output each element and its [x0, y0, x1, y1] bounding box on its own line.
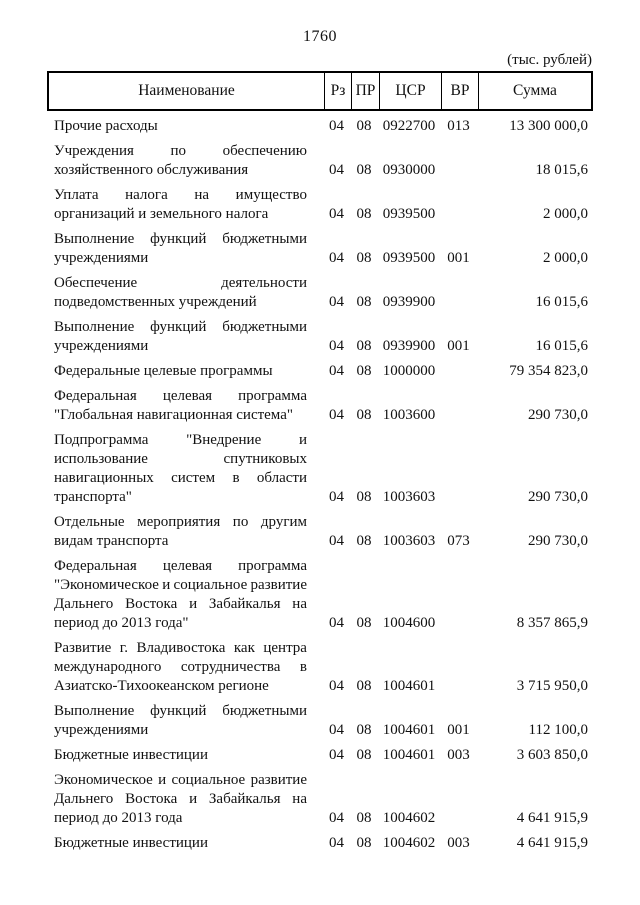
- cell-rz: 04: [329, 678, 344, 694]
- name-line: организаций и земельного налога: [54, 206, 269, 222]
- cell-name: [47, 362, 323, 381]
- cell-pr: 08: [356, 489, 372, 505]
- cell-pr: 08: [356, 118, 372, 134]
- col-header-rz: Рз: [325, 73, 352, 109]
- name-line: международного сотрудничества в: [54, 659, 307, 675]
- cell-rz: 04: [329, 338, 344, 354]
- name-line: Развитие г. Владивостока как центра: [54, 640, 307, 656]
- cell-sum: 16 015,6: [535, 338, 588, 354]
- cell-tsr: 1000000: [382, 363, 436, 379]
- cell-pr: 08: [356, 363, 372, 379]
- name-line: Бюджетные инвестиции: [54, 835, 208, 851]
- cell-vr: 003: [447, 835, 470, 851]
- cell-tsr: 1003603: [382, 489, 436, 505]
- col-header-pr: ПР: [352, 73, 380, 109]
- name-line: Обеспечение деятельности: [54, 275, 307, 291]
- cell-sum: 290 730,0: [528, 407, 588, 423]
- table-row: [47, 702, 593, 740]
- cell-rz: 04: [329, 615, 344, 631]
- table-header-row: [47, 71, 593, 111]
- cell-name: [47, 186, 323, 224]
- cell-pr: 08: [356, 810, 372, 826]
- cell-pr: 08: [356, 162, 372, 178]
- name-line: Подпрограмма "Внедрение и: [54, 432, 307, 448]
- name-line: Дальнего Востока и Забайкалья на: [54, 791, 307, 807]
- cell-pr: 08: [356, 678, 372, 694]
- cell-tsr: 0939500: [382, 250, 436, 266]
- table-row: [47, 318, 593, 356]
- cell-sum: 290 730,0: [528, 489, 588, 505]
- cell-rz: 04: [329, 747, 344, 763]
- cell-rz: 04: [329, 835, 344, 851]
- cell-rz: 04: [329, 206, 344, 222]
- cell-sum: 79 354 823,0: [509, 363, 588, 379]
- cell-name: [47, 557, 323, 633]
- table-row: [47, 557, 593, 633]
- cell-name: [47, 142, 323, 180]
- cell-pr: 08: [356, 338, 372, 354]
- table-sheet: [47, 52, 593, 853]
- table-body: [47, 117, 593, 853]
- table-row: [47, 513, 593, 551]
- name-line: Учреждения по обеспечению: [54, 143, 307, 159]
- page-number: 1760: [303, 28, 337, 45]
- table-row: [47, 362, 593, 381]
- cell-rz: 04: [329, 489, 344, 505]
- cell-name: [47, 230, 323, 268]
- table-row: [47, 387, 593, 425]
- cell-sum: 4 641 915,9: [516, 835, 588, 851]
- name-line: Выполнение функций бюджетными: [54, 703, 307, 719]
- table-row: [47, 117, 593, 136]
- cell-name: [47, 387, 323, 425]
- cell-vr: 003: [447, 747, 470, 763]
- cell-name: [47, 318, 323, 356]
- cell-name: [47, 702, 323, 740]
- cell-tsr: 1004602: [382, 810, 436, 826]
- cell-pr: 08: [356, 533, 372, 549]
- cell-tsr: 1004601: [382, 722, 436, 738]
- name-line: учреждениями: [54, 250, 149, 266]
- table-row: [47, 274, 593, 312]
- col-header-name: Наименование: [49, 73, 325, 109]
- cell-sum: 112 100,0: [528, 722, 588, 738]
- cell-sum: 3 603 850,0: [516, 747, 588, 763]
- name-line: Уплата налога на имущество: [54, 187, 307, 203]
- name-line: хозяйственного обслуживания: [54, 162, 249, 178]
- name-line: Прочие расходы: [54, 118, 158, 134]
- col-header-vr: ВР: [442, 73, 479, 109]
- cell-pr: 08: [356, 747, 372, 763]
- cell-name: [47, 834, 323, 853]
- cell-sum: 13 300 000,0: [509, 118, 588, 134]
- cell-sum: 16 015,6: [535, 294, 588, 310]
- table-row: [47, 186, 593, 224]
- cell-pr: 08: [356, 407, 372, 423]
- cell-name: [47, 639, 323, 696]
- cell-tsr: 0939500: [382, 206, 436, 222]
- cell-tsr: 0922700: [382, 118, 436, 134]
- cell-rz: 04: [329, 162, 344, 178]
- cell-name: [47, 746, 323, 765]
- cell-tsr: 0930000: [382, 162, 436, 178]
- cell-pr: 08: [356, 294, 372, 310]
- cell-tsr: 1004600: [382, 615, 436, 631]
- units-note: (тыс. рублей): [507, 52, 592, 68]
- cell-rz: 04: [329, 363, 344, 379]
- name-line: Азиатско-Тихоокеанском регионе: [54, 678, 269, 694]
- cell-vr: 001: [447, 250, 470, 266]
- name-line: использование спутниковых: [54, 451, 307, 467]
- name-line: Бюджетные инвестиции: [54, 747, 208, 763]
- cell-tsr: 1004602: [382, 835, 436, 851]
- name-line: Федеральные целевые программы: [54, 363, 273, 379]
- table-row: [47, 431, 593, 507]
- name-line: Отдельные мероприятия по другим: [54, 514, 307, 530]
- cell-name: [47, 771, 323, 828]
- cell-vr: 001: [447, 338, 470, 354]
- cell-sum: 18 015,6: [535, 162, 588, 178]
- budget-table: [47, 71, 593, 853]
- cell-sum: 2 000,0: [543, 206, 588, 222]
- cell-rz: 04: [329, 294, 344, 310]
- name-line: "Экономическое и социальное развитие: [54, 577, 307, 593]
- table-row: [47, 746, 593, 765]
- cell-vr: 013: [447, 118, 470, 134]
- name-line: подведомственных учреждений: [54, 294, 257, 310]
- name-line: период до 2013 года: [54, 810, 183, 826]
- cell-rz: 04: [329, 722, 344, 738]
- cell-name: [47, 431, 323, 507]
- name-line: учреждениями: [54, 338, 149, 354]
- name-line: Выполнение функций бюджетными: [54, 319, 307, 335]
- name-line: Выполнение функций бюджетными: [54, 231, 307, 247]
- table-row: [47, 142, 593, 180]
- cell-tsr: 1004601: [382, 747, 436, 763]
- cell-name: [47, 513, 323, 551]
- cell-tsr: 0939900: [382, 338, 436, 354]
- table-row: [47, 230, 593, 268]
- name-line: транспорта": [54, 489, 132, 505]
- cell-vr: 073: [447, 533, 470, 549]
- cell-pr: 08: [356, 206, 372, 222]
- name-line: период до 2013 года": [54, 615, 189, 631]
- cell-tsr: 1003600: [382, 407, 436, 423]
- cell-vr: 001: [447, 722, 470, 738]
- cell-rz: 04: [329, 118, 344, 134]
- cell-sum: 8 357 865,9: [516, 615, 588, 631]
- cell-tsr: 1003603: [382, 533, 436, 549]
- name-line: Дальнего Востока и Забайкалья на: [54, 596, 307, 612]
- col-header-sum: Сумма: [513, 82, 557, 99]
- cell-tsr: 1004601: [382, 678, 436, 694]
- cell-sum: 4 641 915,9: [516, 810, 588, 826]
- cell-rz: 04: [329, 810, 344, 826]
- table-row: [47, 639, 593, 696]
- cell-name: [47, 117, 323, 136]
- cell-rz: 04: [329, 533, 344, 549]
- cell-pr: 08: [356, 835, 372, 851]
- cell-pr: 08: [356, 722, 372, 738]
- cell-rz: 04: [329, 250, 344, 266]
- cell-sum: 3 715 950,0: [516, 678, 588, 694]
- cell-name: [47, 274, 323, 312]
- cell-pr: 08: [356, 615, 372, 631]
- cell-pr: 08: [356, 250, 372, 266]
- table-row: [47, 834, 593, 853]
- cell-rz: 04: [329, 407, 344, 423]
- name-line: "Глобальная навигационная система": [54, 407, 293, 423]
- cell-sum: 2 000,0: [543, 250, 588, 266]
- col-header-tsr: ЦСР: [380, 73, 442, 109]
- name-line: Экономическое и социальное развитие: [54, 772, 307, 788]
- name-line: учреждениями: [54, 722, 149, 738]
- cell-tsr: 0939900: [382, 294, 436, 310]
- table-row: [47, 771, 593, 828]
- name-line: видам транспорта: [54, 533, 169, 549]
- name-line: навигационных систем в области: [54, 470, 307, 486]
- name-line: Федеральная целевая программа: [54, 388, 307, 404]
- cell-sum: 290 730,0: [528, 533, 588, 549]
- name-line: Федеральная целевая программа: [54, 558, 307, 574]
